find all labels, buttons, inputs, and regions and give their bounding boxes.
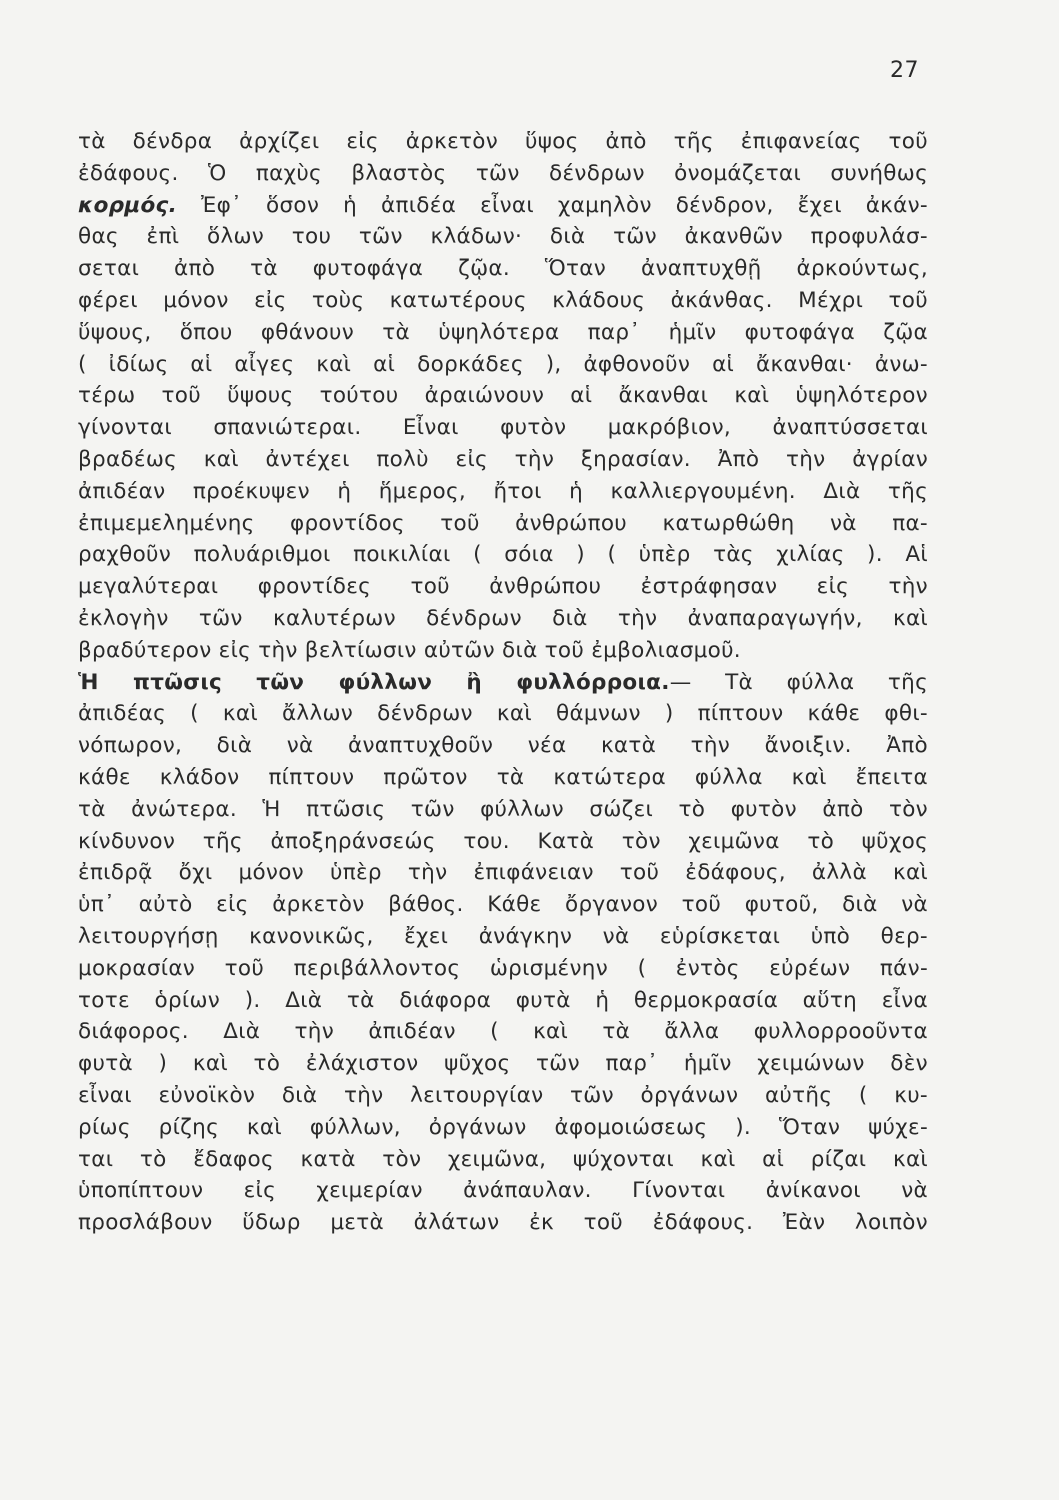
- text-line: ( ἰδίως αἱ αἶγες καὶ αἱ δορκάδες ), ἀφθονοῦν αἱ ἄκανθαι· ἀνω-: [78, 351, 928, 377]
- text-line: ἐπιμεμελημένης φροντίδος τοῦ ἀνθρώπου κατωρθώθη νὰ πα-: [78, 510, 928, 536]
- text-line: ται τὸ ἔδαφος κατὰ τὸν χειμῶνα, ψύχονται καὶ αἱ ρίζαι καὶ: [78, 1146, 928, 1172]
- page-number: 27: [890, 58, 919, 83]
- text-line: ἐπιδρᾷ ὄχι μόνον ὑπὲρ τὴν ἐπιφάνειαν τοῦ ἐδάφους, ἀλλὰ καὶ: [78, 860, 928, 886]
- text-line: βραδύτερον εἰς τὴν βελτίωσιν αὐτῶν διὰ τοῦ ἐμβολιασμοῦ.: [78, 637, 741, 663]
- text-line: ἐδάφους. Ὁ παχὺς βλαστὸς τῶν δένδρων ὀνομάζεται συνήθως: [78, 160, 928, 186]
- text-line: φυτὰ ) καὶ τὸ ἐλάχιστον ψῦχος τῶν παρ᾽ ἡμῖν χειμώνων δὲν: [78, 1051, 928, 1077]
- text-line: τέρω τοῦ ὕψους τούτου ἀραιώνουν αἱ ἄκανθαι καὶ ὑψηλότερον: [78, 383, 928, 409]
- text-line: διάφορος. Διὰ τὴν ἀπιδέαν ( καὶ τὰ ἄλλα φυλλορροοῦντα: [78, 1019, 928, 1045]
- text-line: μεγαλύτεραι φροντίδες τοῦ ἀνθρώπου ἐστράφησαν εἰς τὴν: [78, 574, 928, 600]
- section-heading-line: [78, 667, 928, 699]
- text-line: εἶναι εὐνοϊκὸν διὰ τὴν λειτουργίαν τῶν ὀργάνων αὐτῆς ( κυ-: [78, 1082, 928, 1108]
- text-line: φέρει μόνον εἰς τοὺς κατωτέρους κλάδους ἀκάνθας. Μέχρι τοῦ: [78, 287, 928, 313]
- text-line: ἐκλογὴν τῶν καλυτέρων δένδρων διὰ τὴν ἀναπαραγωγήν, καὶ: [78, 605, 928, 631]
- text-line: τὰ δένδρα ἀρχίζει εἰς ἀρκετὸν ὕψος ἀπὸ τῆς ἐπιφανείας τοῦ: [78, 129, 928, 154]
- text-line: λειτουργήσῃ κανονικῶς, ἔχει ἀνάγκην νὰ εὑρίσκεται ὑπὸ θερ-: [78, 923, 928, 949]
- text-line: ἀπιδέαν προέκυψεν ἡ ἥμερος, ἤτοι ἡ καλλιεργουμένη. Διὰ τῆς: [78, 478, 928, 504]
- section-heading: Ἡ πτῶσις τῶν φύλλων ἢ φυλλόρροια.: [78, 669, 670, 695]
- text-line: γίνονται σπανιώτεραι. Εἶναι φυτὸν μακρόβιον, ἀναπτύσσεται: [78, 415, 928, 441]
- text-line: νόπωρον, διὰ νὰ ἀναπτυχθοῦν νέα κατὰ τὴν ἄνοιξιν. Ἀπὸ: [78, 733, 928, 759]
- body-text: [78, 126, 928, 1239]
- text-line-rest: Ἐφ᾽ ὅσον ἡ ἀπιδέα εἶναι χαμηλὸν δένδρον, ἔχει ἀκάν-: [177, 192, 928, 218]
- text-line: ἀπιδέας ( καὶ ἄλλων δένδρων καὶ θάμνων ) πίπτουν κάθε φθι-: [78, 701, 928, 727]
- text-line: [78, 190, 928, 222]
- text-line: ὑπ᾽ αὐτὸ εἰς ἀρκετὸν βάθος. Κάθε ὄργανον τοῦ φυτοῦ, διὰ νὰ: [78, 892, 928, 918]
- text-line: θας ἐπὶ ὅλων του τῶν κλάδων· διὰ τῶν ἀκανθῶν προφυλάσ-: [78, 224, 928, 250]
- text-line: ὑποπίπτουν εἰς χειμερίαν ἀνάπαυλαν. Γίνονται ἀνίκανοι νὰ: [78, 1178, 928, 1204]
- italic-term: κορμός.: [78, 192, 178, 218]
- text-line: βραδέως καὶ ἀντέχει πολὺ εἰς τὴν ξηρασίαν. Ἀπὸ τὴν ἀγρίαν: [78, 446, 928, 472]
- text-line: ρίως ρίζης καὶ φύλλων, ὀργάνων ἀφομοιώσεως ). Ὅταν ψύχε-: [78, 1114, 928, 1140]
- text-line: ραχθοῦν πολυάριθμοι ποικιλίαι ( σόια ) ( ὑπὲρ τὰς χιλίας ). Αἱ: [78, 542, 928, 568]
- text-line: τοτε ὁρίων ). Διὰ τὰ διάφορα φυτὰ ἡ θερμοκρασία αὕτη εἶνα: [78, 987, 928, 1013]
- text-line: μοκρασίαν τοῦ περιβάλλοντος ὡρισμένην ( ἐντὸς εὐρέων πάν-: [78, 955, 928, 981]
- text-line: ὕψους, ὅπου φθάνουν τὰ ὑψηλότερα παρ᾽ ἡμῖν φυτοφάγα ζῷα: [78, 319, 928, 345]
- text-line: τὰ ἀνώτερα. Ἡ πτῶσις τῶν φύλλων σώζει τὸ φυτὸν ἀπὸ τὸν: [78, 796, 928, 822]
- text-line: σεται ἀπὸ τὰ φυτοφάγα ζῷα. Ὅταν ἀναπτυχθῇ ἀρκούντως,: [78, 256, 928, 282]
- text-line: προσλάβουν ὕδωρ μετὰ ἀλάτων ἐκ τοῦ ἐδάφους. Ἐὰν λοιπὸν: [78, 1210, 928, 1236]
- text-line: κίνδυνον τῆς ἀποξηράνσεώς του. Κατὰ τὸν χειμῶνα τὸ ψῦχος: [78, 828, 928, 854]
- text-line: κάθε κλάδον πίπτουν πρῶτον τὰ κατώτερα φύλλα καὶ ἔπειτα: [78, 764, 928, 790]
- text-line-rest: — Τὰ φύλλα τῆς: [669, 669, 928, 695]
